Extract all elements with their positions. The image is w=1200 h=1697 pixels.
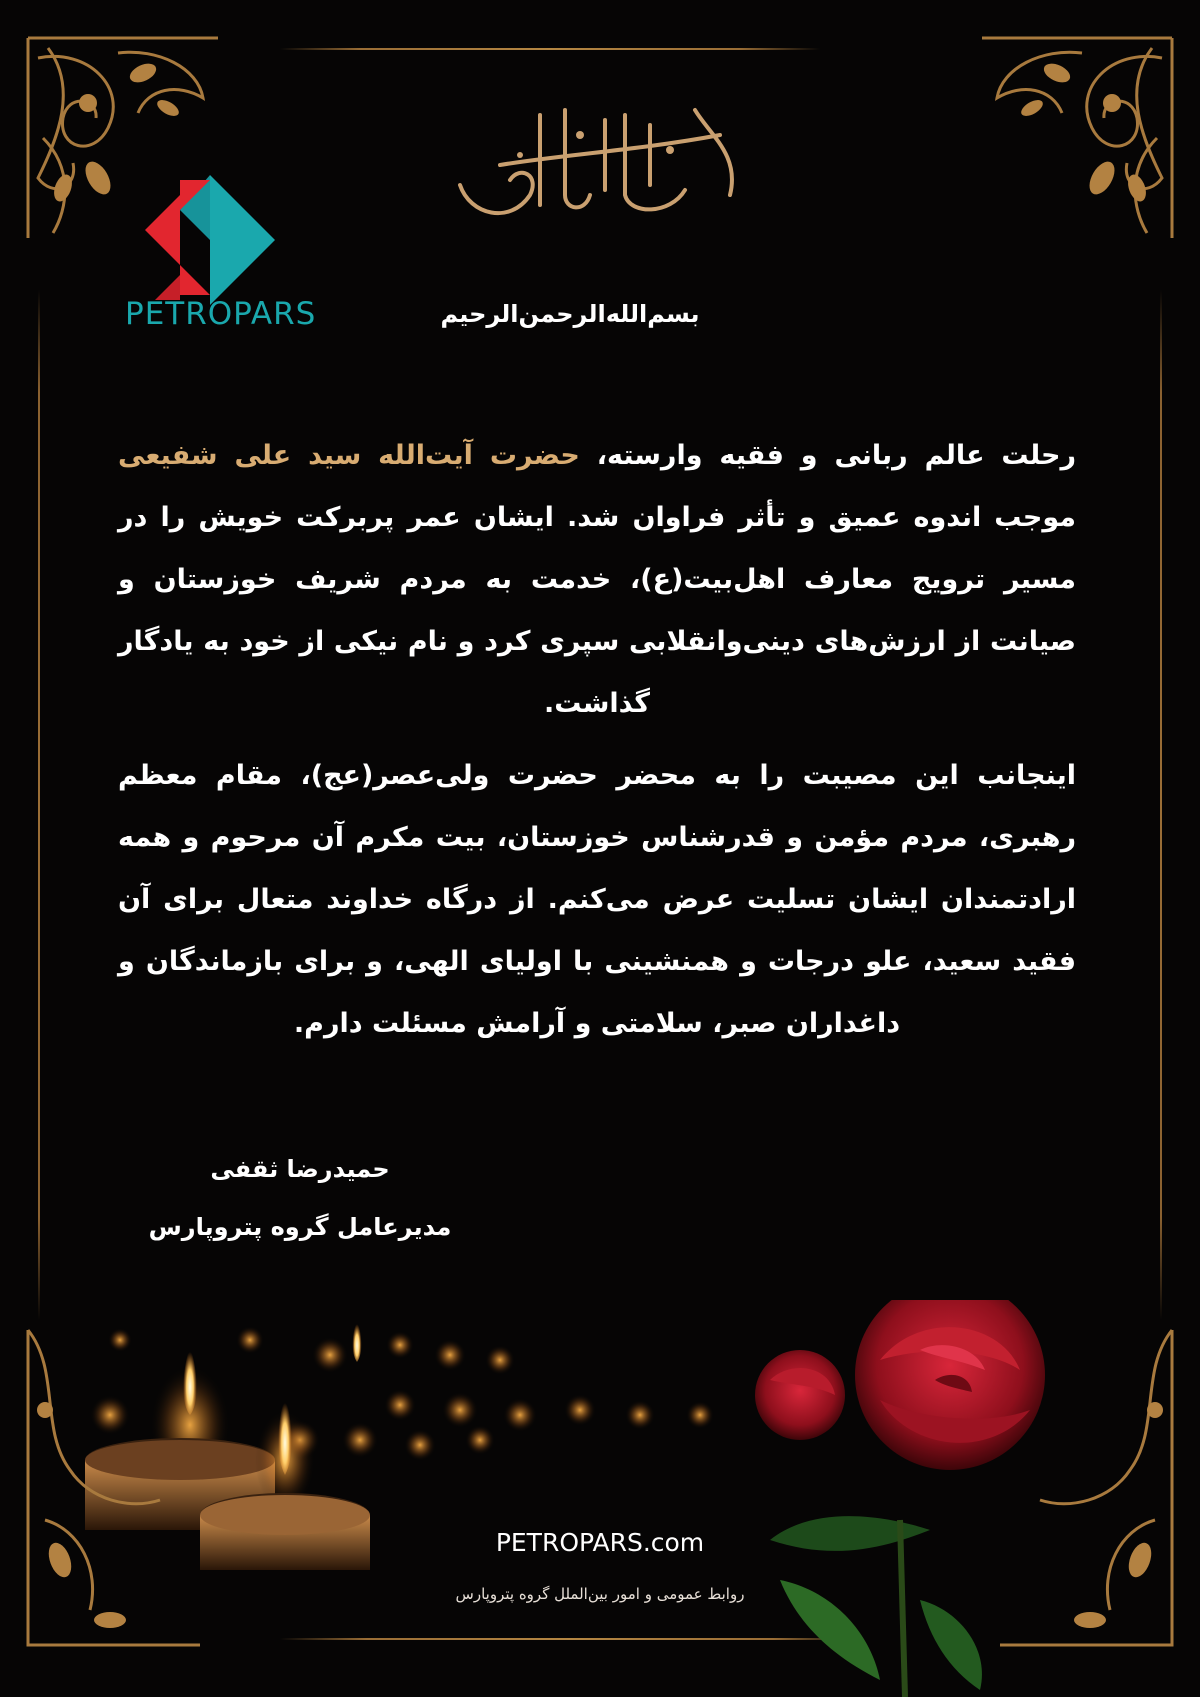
frame-left-line — [38, 290, 40, 1320]
department-label: روابط عمومی و امور بین‌الملل گروه پتروپارس — [455, 1585, 745, 1603]
calligraphy-emblem — [440, 95, 750, 230]
logo-wordmark: PETROPARS — [125, 296, 317, 332]
condolence-message — [118, 425, 1076, 1065]
signature-block — [130, 1140, 470, 1256]
message-paragraph-2: اینجانب این مصیبت را به محضر حضرت ولی‌عصر(عج)، مقام معظم رهبری، مردم مؤمن و قدرشناس خوزستان، بیت مکرم آن مرحوم و همه ارادتمندان ایشان تسلیت عرض می‌کنم. از درگاه خداوند متعال برای آن فقید سعید، علو درجات و همنشینی با اولیای الهی، و برای بازماندگان و داغداران صبر، سلامتی و آرامش مسئلت دارم. — [118, 760, 1076, 1039]
paragraph-1-intro: رحلت عالم ربانی و فقیه وارسته، — [579, 440, 1077, 471]
corner-ornament-top-right — [972, 28, 1182, 248]
bismillah-heading: بسم‌الله‌الرحمن‌الرحیم — [440, 300, 700, 328]
frame-top-line — [280, 48, 820, 50]
signer-name: حمیدرضا ثقفی — [210, 1155, 390, 1183]
message-paragraph-1 — [118, 425, 1076, 735]
website-label: PETROPARS.com — [495, 1528, 705, 1557]
deceased-name: حضرت آیت‌الله سید علی شفیعی — [118, 440, 580, 471]
candles-and-rose-illustration — [0, 1300, 1200, 1697]
frame-right-line — [1160, 290, 1162, 1320]
paragraph-1-rest: موجب اندوه عمیق و تأثر فراوان شد. ایشان عمر پربرکت خویش را در مسیر ترویج معارف اهل‌بیت(ع)، خدمت به مردم شریف خوزستان و صیانت از ارزش‌های دینی‌وانقلابی سپری کرد و نام نیکی از خود به یادگار گذاشت. — [118, 502, 1076, 719]
signer-title: مدیرعامل گروه پتروپارس — [148, 1213, 452, 1241]
